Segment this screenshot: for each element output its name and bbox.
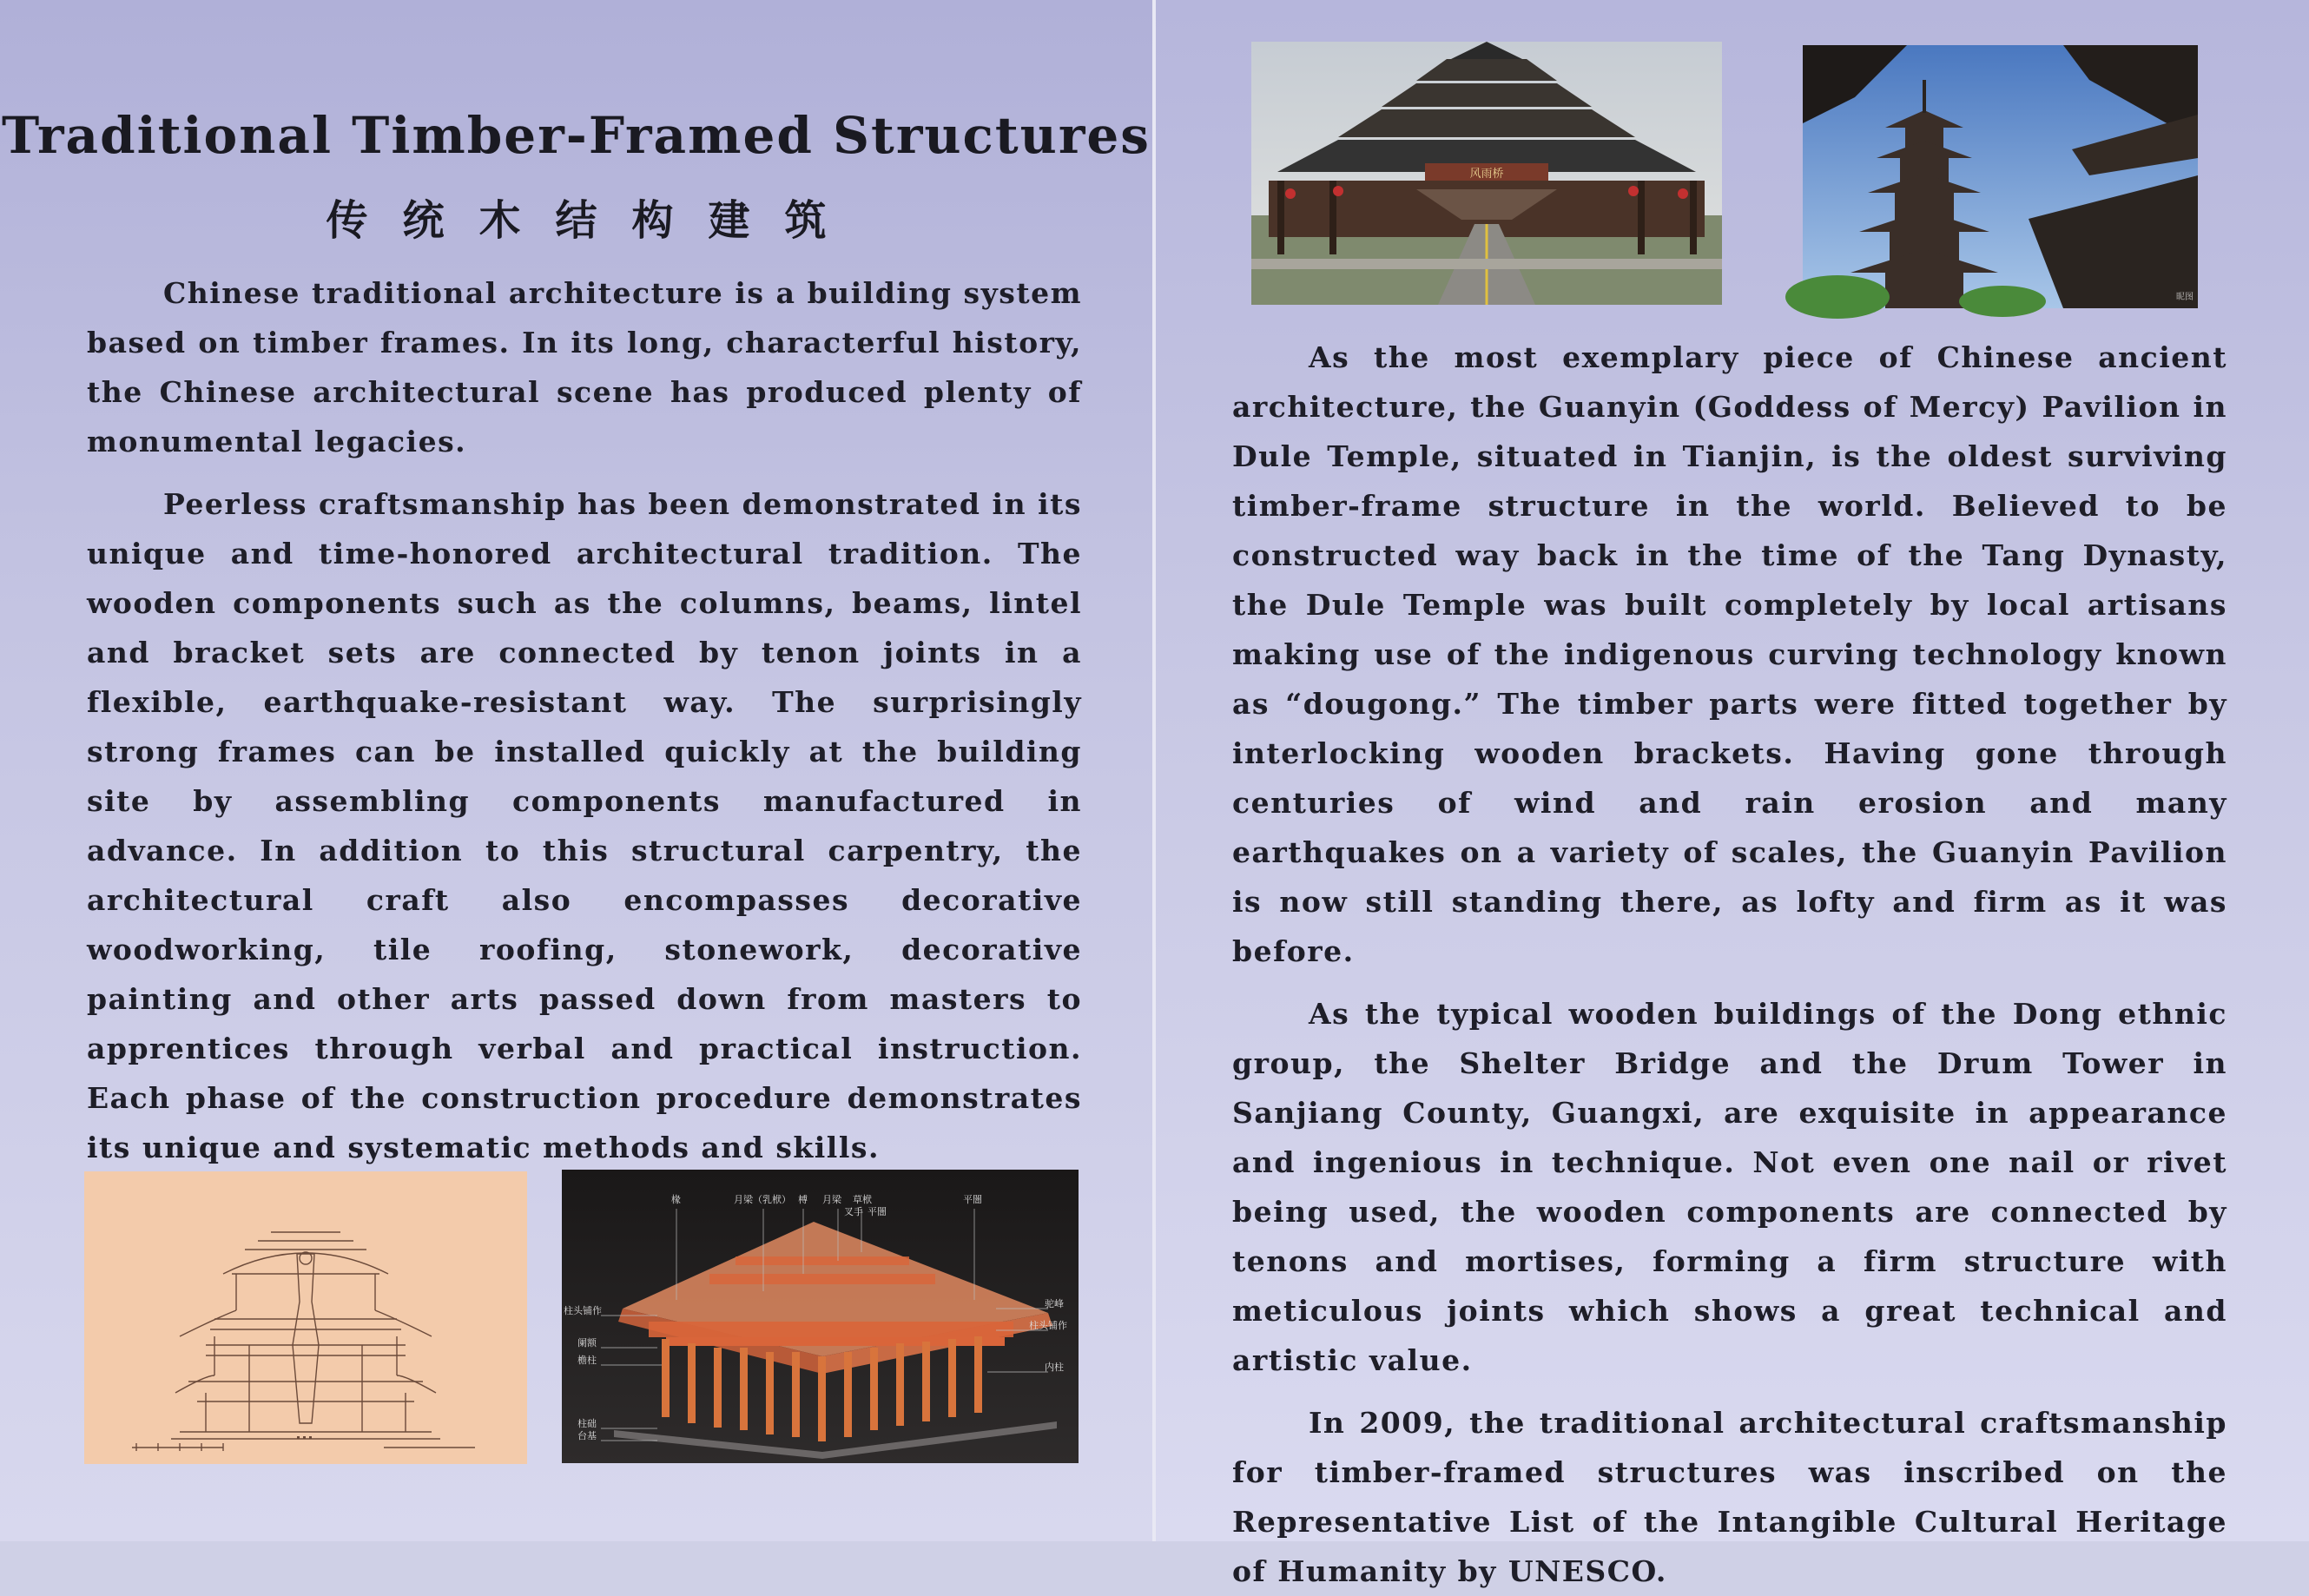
section-drawing — [84, 1171, 527, 1464]
label-yueliang-rufu: 月梁（乳栿） — [734, 1194, 791, 1205]
paragraph: Chinese traditional architecture is a building system based on timber frames. In its long, characterful history, the Chinese architectural scene has produced plenty of monumental legacies. — [87, 276, 1082, 458]
structure-cutaway-diagram — [562, 1170, 1079, 1463]
section-drawing-figure — [84, 1171, 527, 1464]
shelter-bridge-image — [1251, 42, 1722, 305]
label-taiji: 台基 — [577, 1430, 597, 1441]
right-body-text — [1232, 333, 2227, 1596]
label-yanzhu: 檐柱 — [577, 1355, 597, 1366]
paragraph: As the typical wooden buildings of the Dong ethnic group, the Shelter Bridge and the Drum Tower in Sanjiang County, Guangxi, are exquisite in appearance and ingenious in technique. Not even one nail or rivet being used, the wooden components are connected by tenons and mortises, forming a firm structure with meticulous joints which shows a great technical and artistic value. — [1232, 997, 2227, 1377]
label-chashou: 叉手 — [844, 1206, 863, 1217]
left-body-text — [87, 268, 1082, 1172]
label-zhutou-puzuo: 柱头铺作 — [564, 1305, 602, 1316]
label-zhuchu: 柱础 — [577, 1418, 597, 1429]
label-caofu: 草栿 — [853, 1194, 872, 1205]
page-title: Traditional Timber-Framed Structures — [2, 106, 1151, 165]
label-zhutou-puzuo-right: 柱头铺作 — [1029, 1320, 1067, 1331]
wooden-pagoda-photo — [1803, 45, 2198, 308]
photo-watermark: 昵图 — [2176, 293, 2194, 302]
left-page — [0, 0, 1152, 1541]
label-lan-e: 阑额 — [577, 1337, 597, 1349]
label-yueliang: 月梁 — [822, 1194, 841, 1205]
page-title-chinese: 传统木结构建筑 — [326, 196, 861, 245]
bridge-signboard-text: 风雨桥 — [1469, 168, 1504, 181]
shelter-bridge-photo — [1251, 42, 1722, 305]
label-neizhu: 内柱 — [1045, 1362, 1064, 1373]
label-tuofeng: 驼峰 — [1045, 1298, 1064, 1309]
label-chuan: 椽 — [671, 1194, 681, 1205]
wooden-pagoda-image — [1803, 45, 2198, 308]
label-pingan-2: 平闇 — [963, 1194, 982, 1205]
paragraph: Peerless craftsmanship has been demonstrated in its unique and time-honored architectural tradition. The wooden components such as the columns, beams, lintel and bracket sets are connected by tenon joints in a flexible, earthquake-resistant way. The surprisingly strong frames can be installed quickly at the building site by assembling components manufactured in advance. In addition to this structural carpentry, the architectural craft also encompasses decorative woodworking, tile roofing, stonework, decorative painting and other arts passed down from masters to apprentices through verbal and practical instruction. Each phase of the construction procedure demonstrates its unique and systematic methods and skills. — [87, 487, 1082, 1164]
paragraph: In 2009, the traditional architectural craftsmanship for timber-framed structures was inscribed on the Representative List of the Intangible Cultural Heritage of Humanity by UNESCO. — [1232, 1406, 2227, 1588]
structure-cutaway-figure — [562, 1170, 1079, 1463]
right-page — [1156, 0, 2309, 1588]
paragraph: As the most exemplary piece of Chinese ancient architecture, the Guanyin (Goddess of Mercy) Pavilion in Dule Temple, situated in Tianjin, is the oldest surviving timber-frame structure in the world. Believed to be constructed way back in the time of the Tang Dynasty, the Dule Temple was built completely by local artisans making use of the indigenous curving technology known as “dougong.” The timber parts were fitted together by interlocking wooden brackets. Having gone through centuries of wind and rain erosion and many earthquakes on a variety of scales, the Guanyin Pavilion is now still standing there, as lofty and firm as it was before. — [1232, 340, 2227, 968]
label-tuan: 榑 — [798, 1194, 808, 1205]
label-pingan: 平闇 — [868, 1206, 887, 1217]
